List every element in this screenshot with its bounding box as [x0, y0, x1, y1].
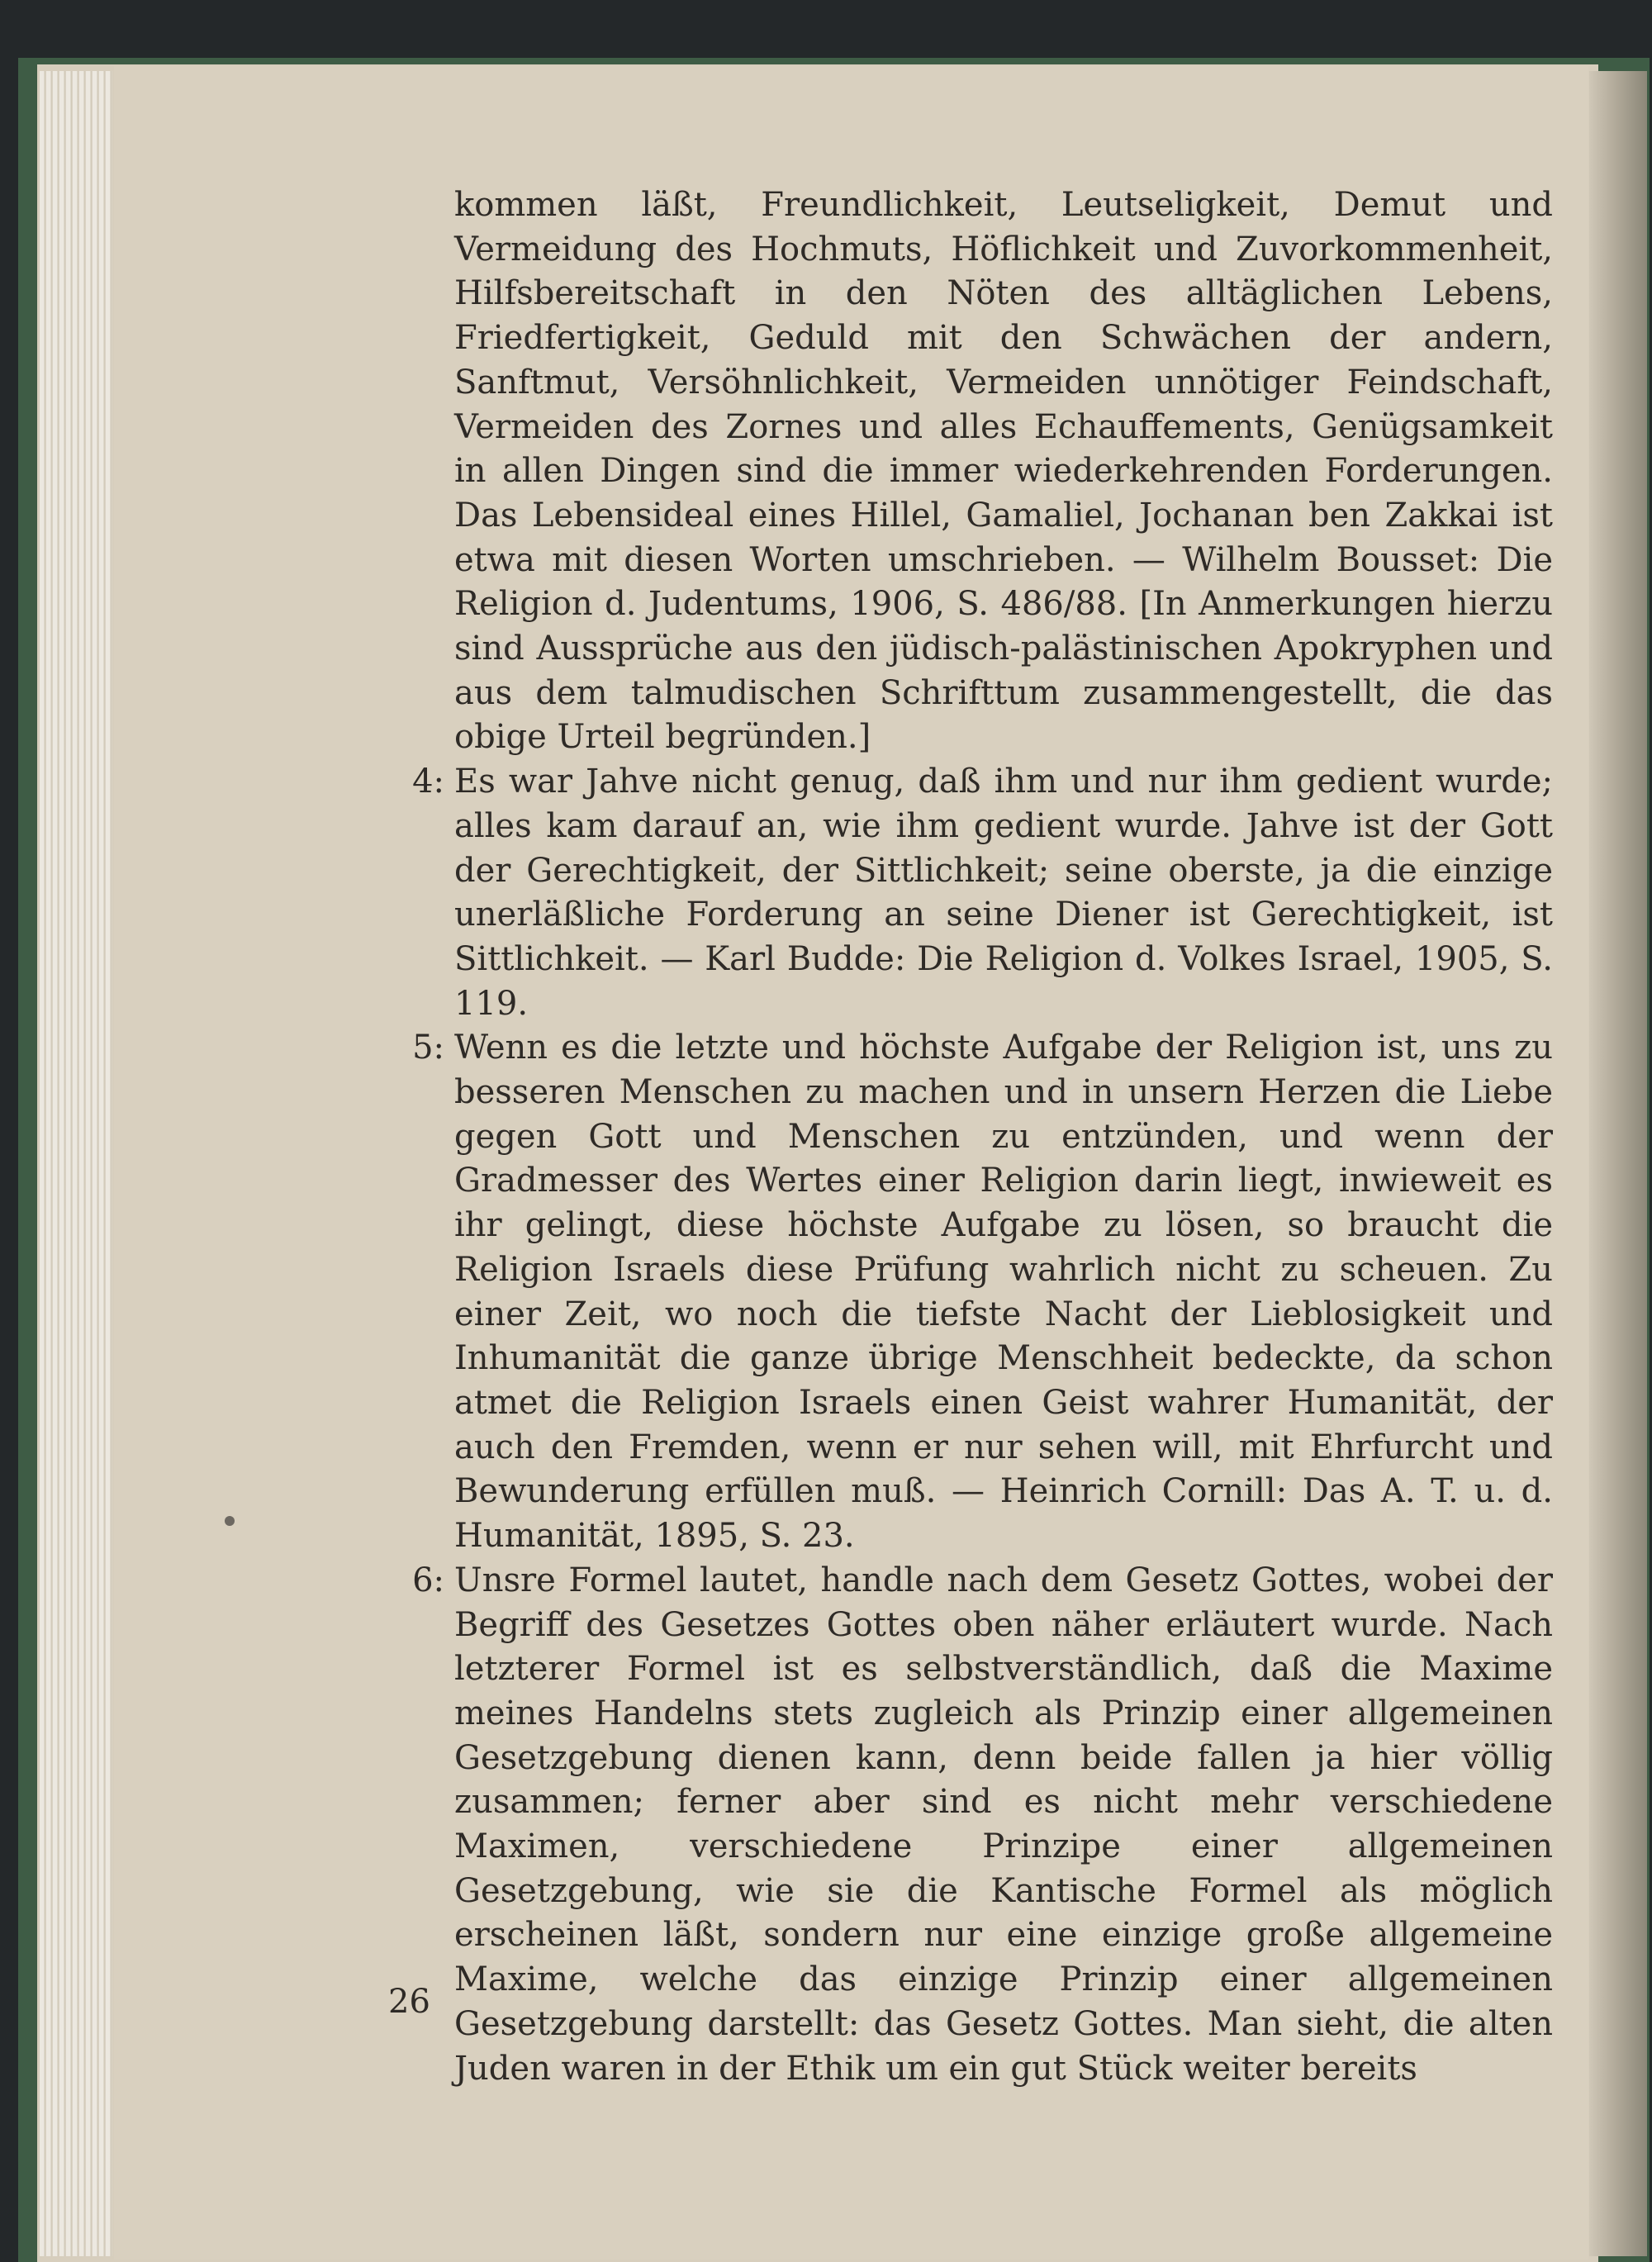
- paragraph-text: Es war Jahve nicht genug, daß ihm und nur ihm gedient wurde; alles kam darauf an, wie ihm gedient wurde. Jahve ist der Gott der Gerechtigkeit, der Sittlichkeit; seine oberste, ja die einzige unerläßliche Forderung an seine Diener ist Gerechtigkeit, ist Sittlichkeit. — Karl Budde: Die Religion d. Volkes Israel, 1905, S. 119.: [454, 763, 1553, 1023]
- paragraph-6: [412, 1559, 1553, 2091]
- page-stack-edges-left: [40, 71, 112, 2256]
- paragraph-number: 5:: [412, 1029, 444, 1067]
- paragraph-text: Unsre Formel lautet, handle nach dem Gesetz Gottes, wobei der Begriff des Gesetzes Gottes oben näher erläutert wurde. Nach letzterer Formel ist es selbstverständlich, daß die Maxime meines Handelns stets zugleich als Prinzip einer allgemeinen Gesetzgebung dienen kann, denn beide fallen ja hier völlig zusammen; ferner aber sind es nicht mehr verschiedene Maximen, verschiedene Prinzipe einer allgemeinen Gesetzgebung, wie sie die Kantische Formel als möglich erscheinen läßt, sondern nur eine einzige große allgemeine Maxime, welche das einzige Prinzip einer allgemeinen Gesetzgebung darstellt: das Gesetz Gottes. Man sieht, die alten Juden waren in der Ethik um ein gut Stück weiter bereits: [454, 1561, 1553, 2088]
- paragraph-text: Wenn es die letzte und höchste Aufgabe der Religion ist, uns zu besseren Menschen zu machen und in unsern Herzen die Liebe gegen Gott und Menschen zu entzünden, und wenn der Gradmesser des Wertes einer Religion darin liegt, inwieweit es ihr gelingt, diese höchste Aufgabe zu lösen, so braucht die Religion Israels diese Prüfung wahrlich nicht zu scheuen. Zu einer Zeit, wo noch die tiefste Nacht der Lieblosigkeit und Inhumanität die ganze übrige Menschheit bedeckte, da schon atmet die Religion Israels einen Geist wahrer Humanität, der auch den Fremden, wenn er nur sehen will, mit Ehrfurcht und Bewunderung erfüllen muß. — Heinrich Cornill: Das A. T. u. d. Humanität, 1895, S. 23.: [454, 1029, 1553, 1556]
- paragraph-number: 6:: [412, 1561, 444, 1599]
- paragraph-number: 4:: [412, 763, 444, 801]
- paragraph-text: kommen läßt, Freundlichkeit, Leutseligkeit, Demut und Vermeidung des Hochmuts, Höflichkeit und Zuvorkommenheit, Hilfsbereitschaft in den Nöten des alltäglichen Lebens, Friedfertigkeit, Geduld mit den Schwächen der andern, Sanftmut, Versöhnlichkeit, Vermeiden unnötiger Feindschaft, Vermeiden des Zornes und alles Echauffements, Genügsamkeit in allen Dingen sind die immer wiederkehrenden Forderungen. Das Lebensideal eines Hillel, Gamaliel, Jochanan ben Zakkai ist etwa mit diesen Worten umschrieben. — Wilhelm Bousset: Die Religion d. Judentums, 1906, S. 486/88. [In Anmerkungen hierzu sind Aussprüche aus den jüdisch-palästinischen Apokryphen und aus dem talmudischen Schrifttum zusammengestellt, die das obige Urteil begründen.]: [454, 186, 1553, 757]
- page-number: 26: [388, 1983, 430, 2021]
- paragraph-4: [412, 760, 1553, 1026]
- ink-spot: [225, 1516, 235, 1526]
- page-stack-edges-right: [1589, 71, 1647, 2256]
- paragraph-continued: [454, 183, 1553, 760]
- page-text: [412, 183, 1553, 2091]
- paragraph-5: [412, 1026, 1553, 1558]
